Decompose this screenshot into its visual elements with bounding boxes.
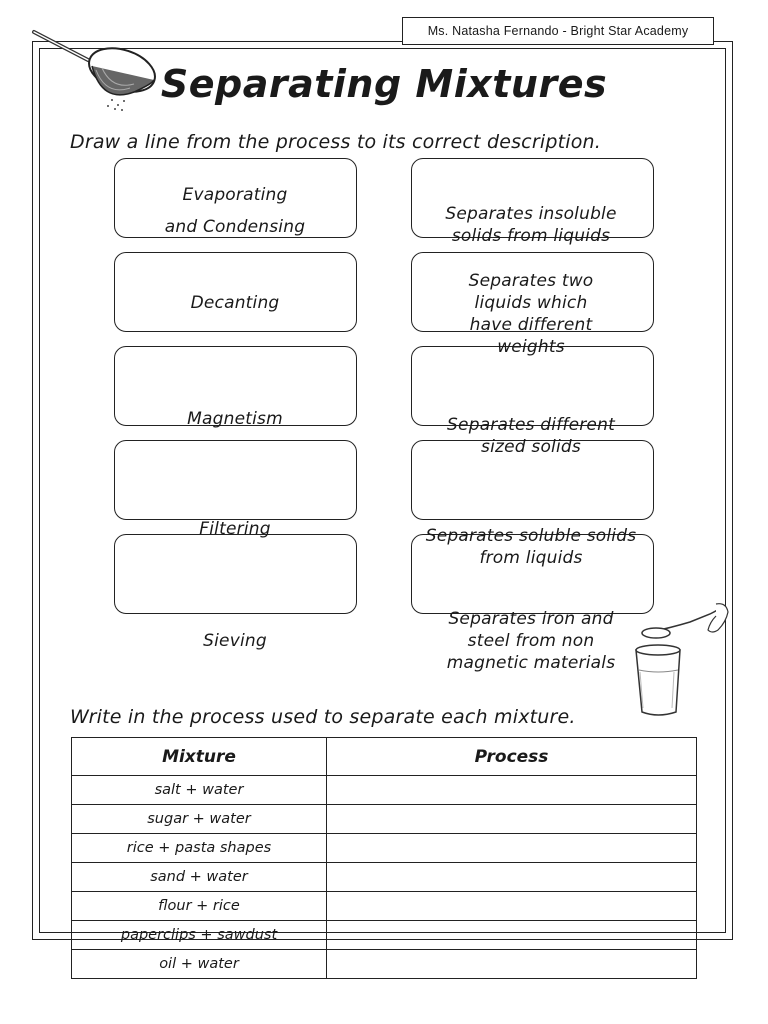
process-answer-cell[interactable] (327, 950, 697, 979)
table-row (72, 776, 697, 805)
process-header: Process (327, 738, 697, 776)
mixture-cell: salt + water (72, 776, 327, 805)
description-label: Separates insoluble (445, 204, 617, 224)
description-label: from liquids (479, 548, 583, 568)
process-answer-cell[interactable] (327, 921, 697, 950)
mixture-cell: rice + pasta shapes (72, 834, 327, 863)
mixture-process-table (71, 737, 697, 979)
table-header-row (72, 738, 697, 776)
process-label: Evaporating (182, 185, 288, 205)
description-label: liquids which (474, 293, 588, 313)
description-label: steel from non (467, 631, 595, 651)
process-answer-cell[interactable] (327, 892, 697, 921)
mixture-cell: flour + rice (72, 892, 327, 921)
process-label: and Condensing (164, 217, 306, 237)
process-box-4 (114, 440, 357, 520)
table-row (72, 950, 697, 979)
table-row (72, 921, 697, 950)
page-title: Separating Mixtures (160, 62, 608, 106)
process-box-5 (114, 534, 357, 614)
process-label: Filtering (199, 519, 271, 539)
description-label: Separates soluble solids (425, 526, 637, 546)
description-label: magnetic materials (446, 653, 616, 673)
process-label: Sieving (203, 631, 267, 651)
process-answer-cell[interactable] (327, 834, 697, 863)
mixture-cell: sand + water (72, 863, 327, 892)
table-row (72, 892, 697, 921)
description-label: have different (469, 315, 593, 335)
mixture-header: Mixture (72, 738, 327, 776)
author-label: Ms. Natasha Fernando - Bright Star Academy (402, 17, 714, 45)
table-instruction: Write in the process used to separate each mixture. (70, 706, 576, 728)
mixture-cell: sugar + water (72, 805, 327, 834)
description-label: Separates two (468, 271, 594, 291)
matching-instruction: Draw a line from the process to its correct description. (70, 131, 602, 153)
description-label: Separates iron and (448, 609, 614, 629)
process-answer-cell[interactable] (327, 776, 697, 805)
process-label: Magnetism (187, 409, 283, 429)
table-row (72, 805, 697, 834)
mixture-cell: paperclips + sawdust (72, 921, 327, 950)
description-label: Separates different (447, 415, 615, 435)
process-answer-cell[interactable] (327, 863, 697, 892)
process-answer-cell[interactable] (327, 805, 697, 834)
glass-of-water-icon (630, 600, 730, 720)
description-label: weights (497, 337, 565, 357)
table-row (72, 863, 697, 892)
process-label: Decanting (190, 293, 280, 313)
mixture-cell: oil + water (72, 950, 327, 979)
description-label: solids from liquids (451, 226, 611, 246)
table-row (72, 834, 697, 863)
description-label: sized solids (481, 437, 581, 457)
